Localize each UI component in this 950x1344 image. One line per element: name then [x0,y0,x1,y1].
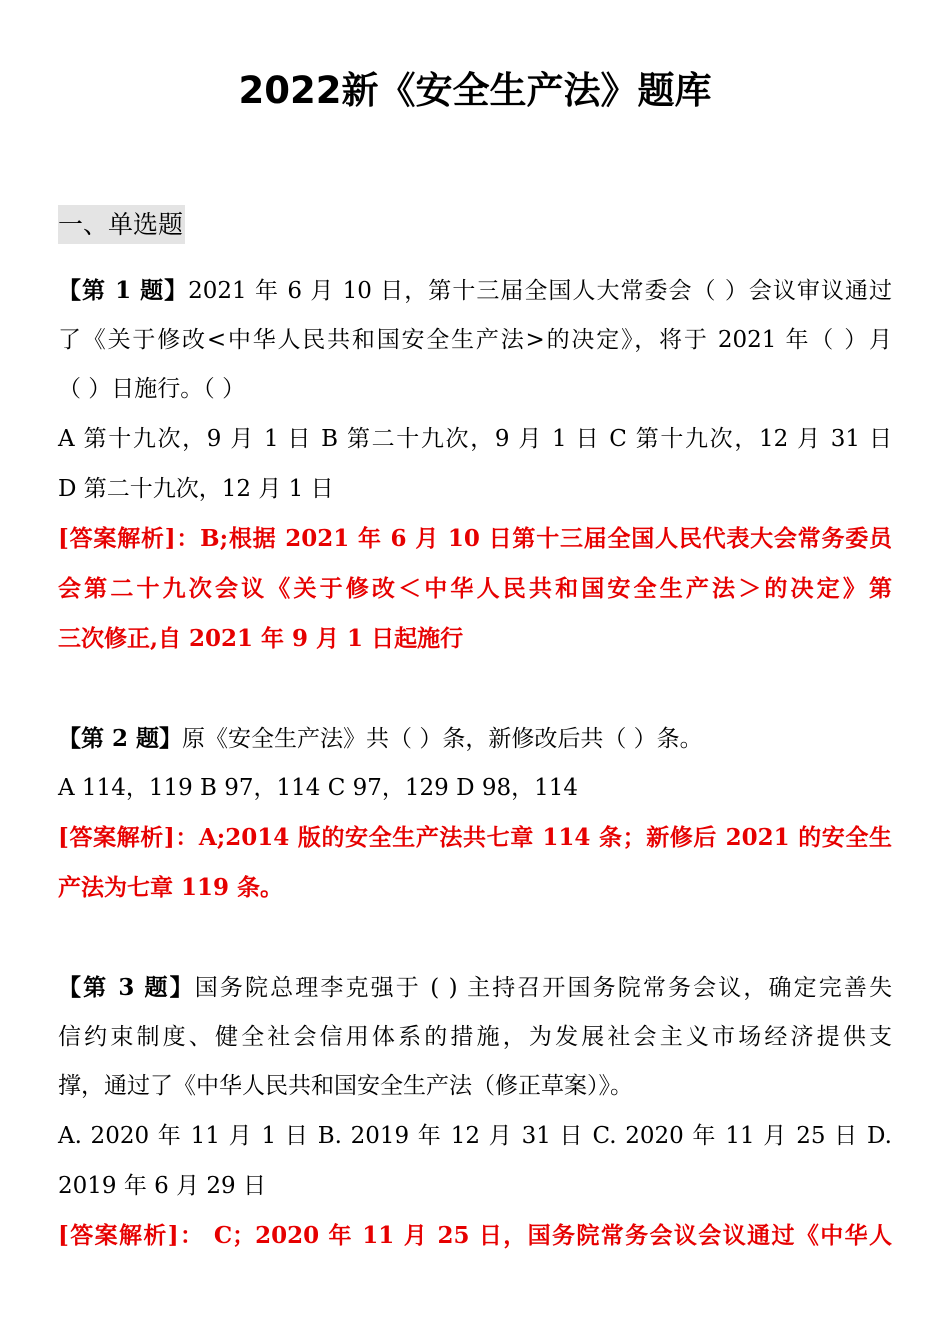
question-1-answer-line-1: [答案解析]：B;根据 2021 年 6 月 10 日第十三届全国人民代表大会常务委员 [58,525,892,553]
question-2-label: 【第 2 题】 [58,725,183,752]
question-1-stem-line-3: （ ）日施行。（ ） [58,376,246,403]
question-3-stem-line-2: 信约束制度、健全社会信用体系的措施，为发展社会主义市场经济提供支 [58,1023,892,1050]
question-3-options-line-1: A. 2020 年 11 月 1 日 B. 2019 年 12 月 31 日 C. 2020 年 11 月 25 日 D. [58,1123,892,1150]
question-3-label: 【第 3 题】 [58,974,195,1001]
question-3-answer-line-1: [答案解析]： C；2020 年 11 月 25 日，国务院常务会议会议通过《中华人 [58,1222,892,1250]
question-3 [58,963,892,1261]
section-heading: 一、单选题 [58,205,185,244]
question-2-options-line-1: A 114，119 B 97，114 C 97，129 D 98，114 [58,774,579,801]
question-3-options-line-2: 2019 年 6 月 29 日 [58,1172,266,1199]
question-1-answer-line-2: 会第二十九次会议《关于修改＜中华人民共和国安全生产法＞的决定》第 [58,575,892,603]
document-title: 2022新《安全生产法》题库 [238,69,712,112]
question-2-answer-line-2: 产法为七章 119 条。 [58,874,284,902]
question-1-label: 【第 1 题】 [58,277,189,304]
question-1-options-line-2: D 第二十九次，12 月 1 日 [58,475,334,502]
question-1-answer-line-3: 三次修正,自 2021 年 9 月 1 日起施行 [58,624,464,652]
question-2 [58,714,892,913]
question-2-answer-line-1: [答案解析]：A;2014 版的安全生产法共七章 114 条；新修后 2021 的安全生 [58,824,892,852]
question-3-stem-line-1: 【第 3 题】国务院总理李克强于 ( ) 主持召开国务院常务会议，确定完善失 [58,974,892,1001]
question-1 [58,266,892,664]
question-1-stem-line-2: 了《关于修改<中华人民共和国安全生产法>的决定》，将于 2021 年（ ）月 [58,326,892,353]
question-1-stem-line-1: 【第 1 题】2021 年 6 月 10 日，第十三届全国人大常委会（ ）会议审议通过 [58,277,892,304]
question-1-options-line-1: A 第十九次，9 月 1 日 B 第二十九次，9 月 1 日 C 第十九次，12 月 31 日 [58,426,892,453]
question-3-stem-line-3: 撑，通过了《中华人民共和国安全生产法（修正草案）》。 [58,1073,633,1100]
question-2-stem-line-1: 【第 2 题】原《安全生产法》共（ ）条，新修改后共（ ）条。 [58,725,703,752]
